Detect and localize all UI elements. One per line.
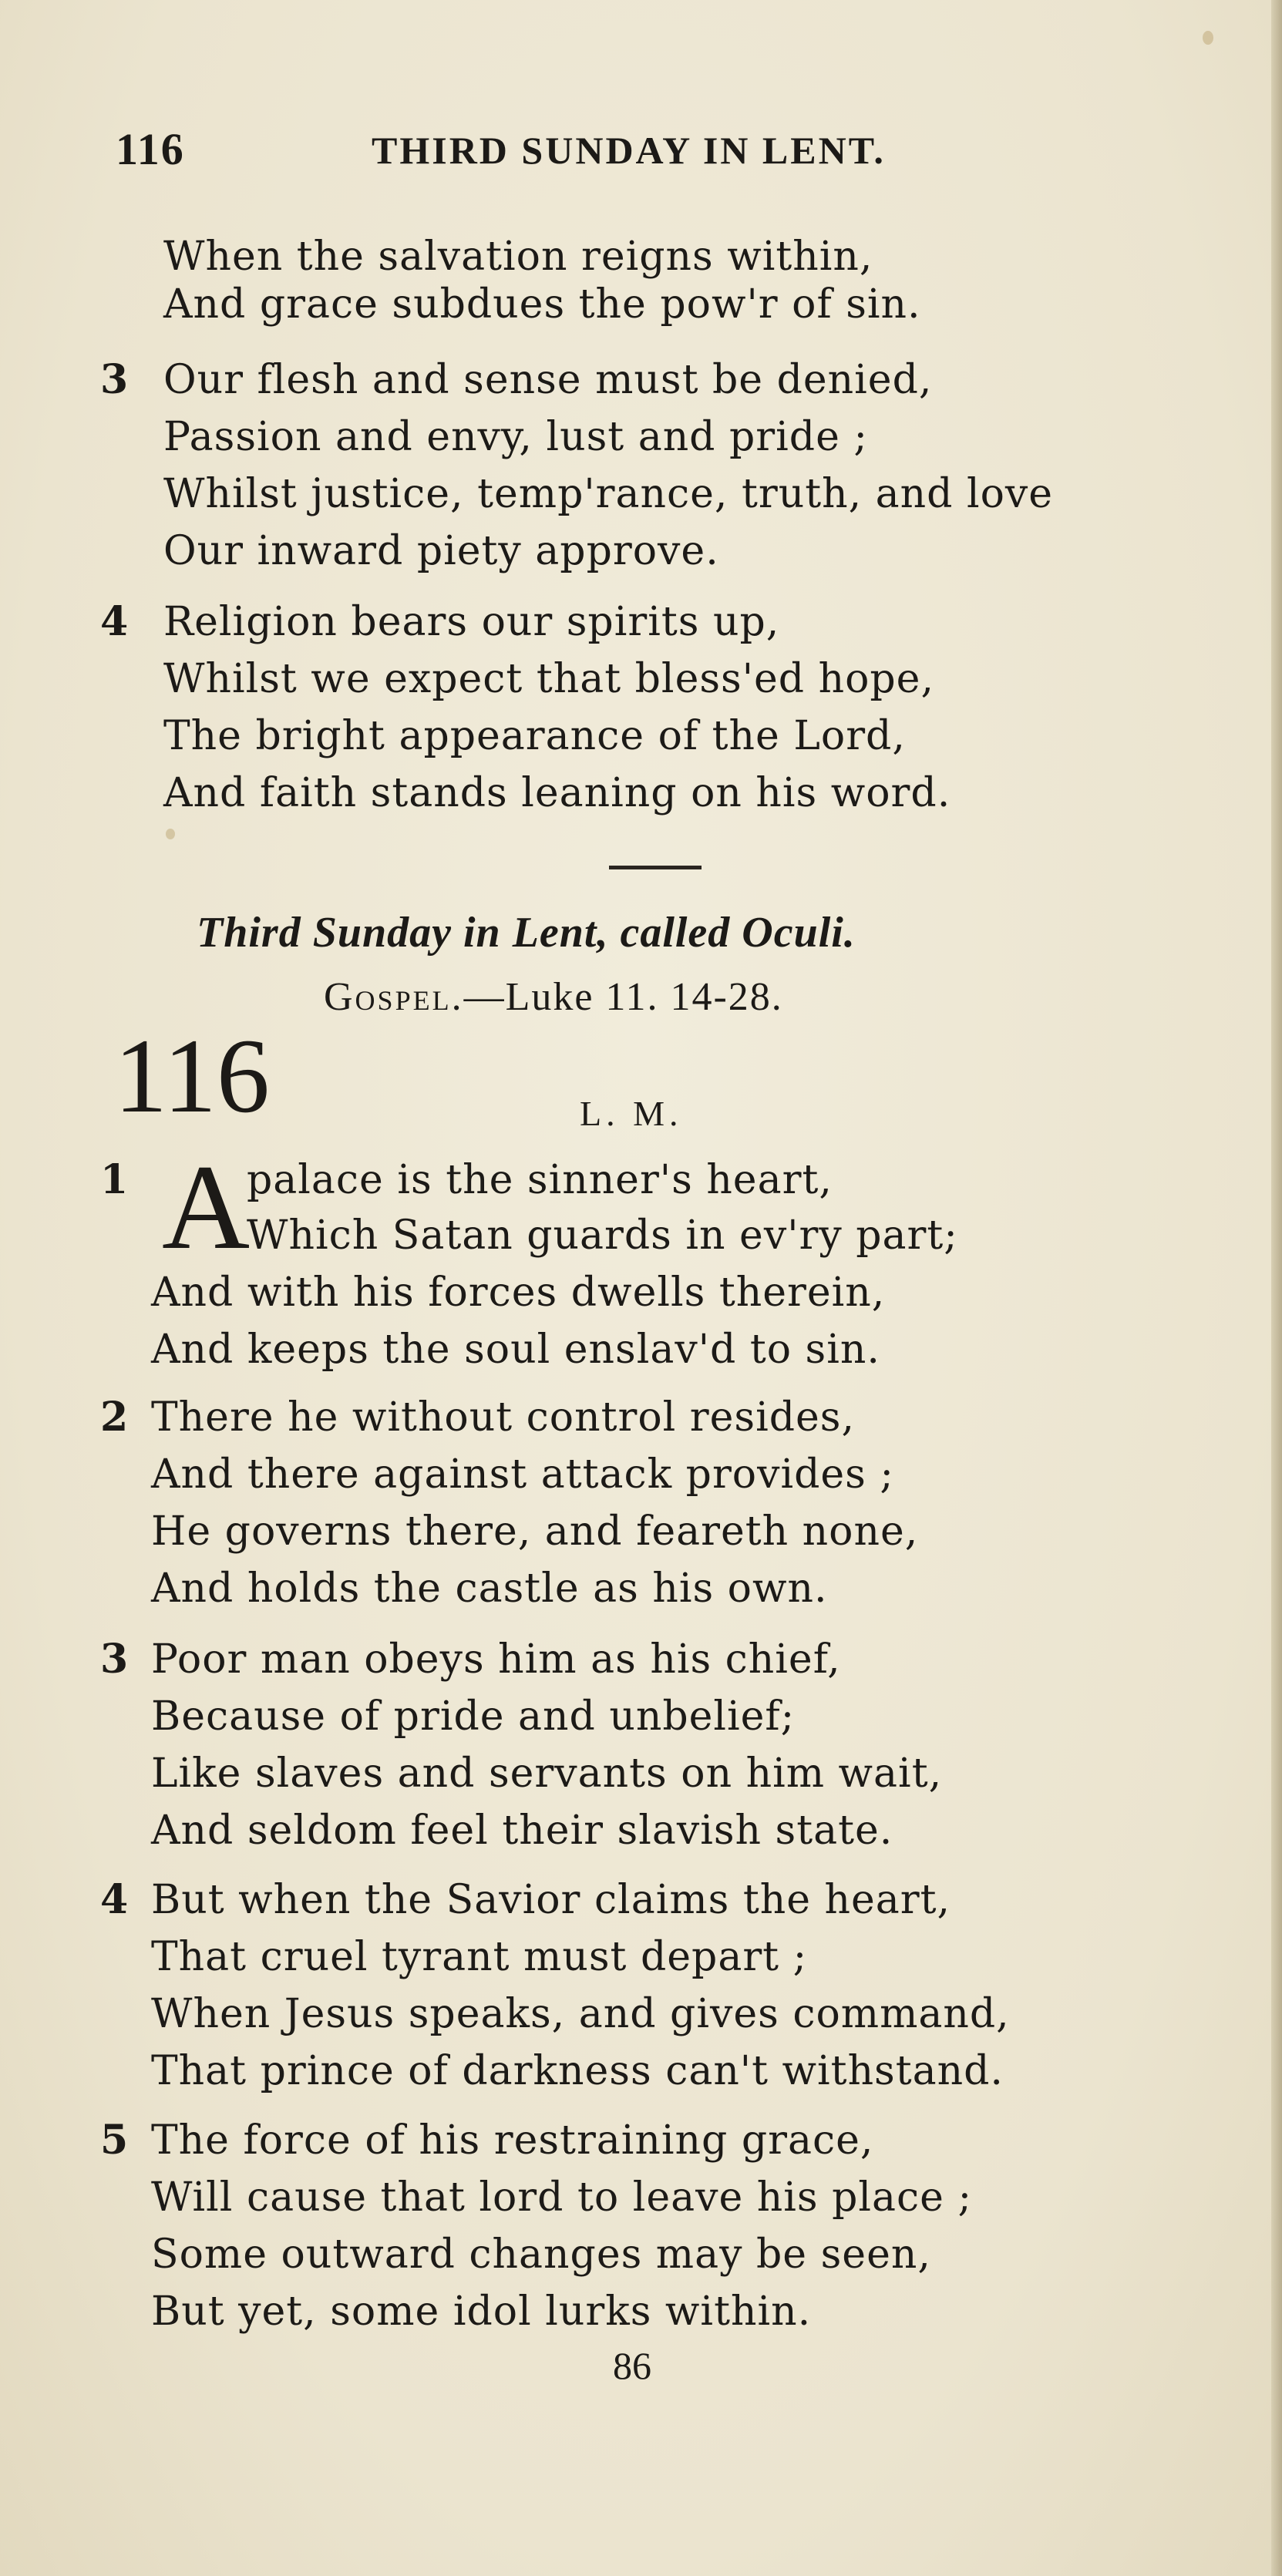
verse-number: 4 [100,598,129,645]
verse-line: But when the Savior claims the heart, [151,1877,951,1923]
verse-line: Will cause that lord to leave his place ; [151,2174,973,2221]
verse-line: Poor man obeys him as his chief, [151,1636,841,1683]
signature-number: 86 [613,2344,651,2387]
verse-line: The bright appearance of the Lord, [163,713,906,759]
running-head: THIRD SUNDAY IN LENT. [372,129,886,172]
verse-line: And keeps the soul enslav'd to sin. [151,1327,880,1373]
verse-line: Because of pride and unbelief; [151,1693,796,1740]
verse-line: The force of his restraining grace, [151,2117,874,2164]
verse-number: 4 [100,1876,129,1923]
verse-line: And with his forces dwells therein, [151,1270,886,1316]
hymn-meter: L. M. [580,1094,683,1133]
gospel-label: Gospel. [324,975,464,1019]
verse-line: Like slaves and servants on him wait, [151,1750,943,1797]
verse-line: Passion and envy, lust and pride ; [163,414,868,460]
verse-line: And seldom feel their slavish state. [151,1808,893,1854]
verse-number: 1 [100,1156,129,1203]
verse-line: That prince of darkness can't withstand. [151,2048,1004,2094]
verse-number: 3 [100,356,129,403]
drop-cap: A [162,1140,251,1275]
paper-stain [166,829,175,839]
page-number: 116 [116,124,185,174]
verse-line: That cruel tyrant must depart ; [151,1934,808,1980]
verse-number: 3 [100,1636,129,1683]
verse-line: Our inward piety approve. [163,528,719,574]
verse-line: Religion bears our spirits up, [163,599,780,645]
verse-line: When Jesus speaks, and gives command, [151,1991,1010,2037]
verse-line: Whilst we expect that bless'ed hope, [163,656,934,702]
verse-line: And holds the castle as his own. [151,1565,828,1612]
gospel-citation: —Luke 11. 14-28. [463,975,783,1019]
verse-number: 5 [100,2117,129,2164]
verse-line: And faith stands leaning on his word. [163,770,951,816]
verse-line: There he without control resides, [151,1394,856,1441]
page-edge [1271,0,1282,2576]
verse-line: When the salvation reigns within, [163,234,873,280]
verse-line: But yet, some idol lurks within. [151,2288,812,2335]
section-divider [609,866,702,869]
section-title: Third Sunday in Lent, called Oculi. [197,909,856,957]
verse-line: Which Satan guards in ev'ry part; [247,1212,958,1259]
verse-number: 2 [100,1394,129,1441]
verse-line: Whilst justice, temp'rance, truth, and love [163,471,1054,517]
verse-line: Our flesh and sense must be denied, [163,357,933,403]
running-header [116,123,1041,177]
gospel-reference [324,974,783,1020]
verse-line: He governs there, and feareth none, [151,1508,919,1555]
verse-line: And grace subdues the pow'r of sin. [163,281,921,328]
paper-stain [1203,31,1213,45]
verse-line: And there against attack provides ; [151,1451,894,1498]
verse-line: Some outward changes may be seen, [151,2231,931,2278]
verse-line: palace is the sinner's heart, [247,1157,833,1203]
hymn-number: 116 [114,1017,270,1135]
